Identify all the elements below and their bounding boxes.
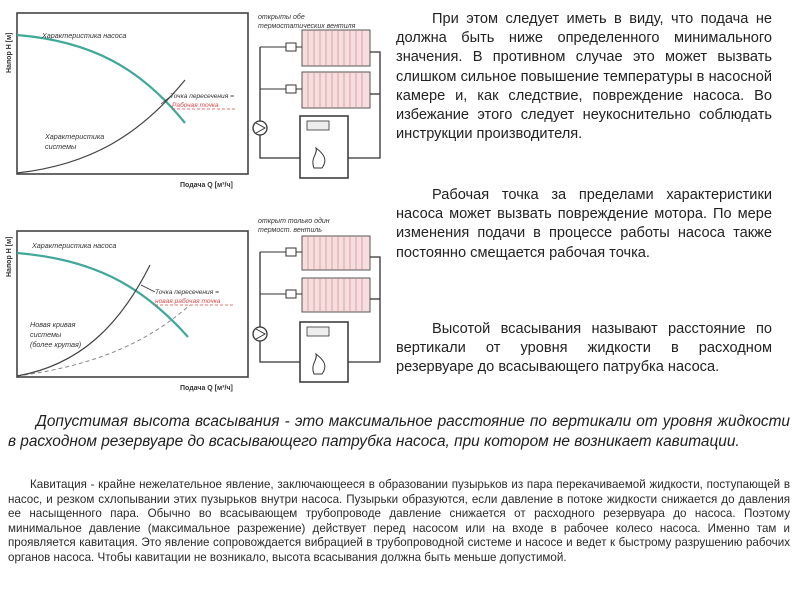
pump-curve-label: Характеристика насоса bbox=[32, 241, 117, 250]
radiator-bottom bbox=[302, 278, 370, 312]
new-curve-label-1: Новая кривая bbox=[30, 320, 76, 329]
figure-1-chart bbox=[0, 5, 260, 195]
definition-permissible-suction-height: Допустимая высота всасывания - это максимальное расстояние по вертикали от уровня жидкости в расходном резервуаре до всасывающего патрубка насоса, при котором не возникает кавитации. bbox=[8, 413, 790, 450]
thermostatic-valve-top bbox=[260, 248, 302, 256]
valves-label-1: открыт только один bbox=[258, 218, 330, 225]
boiler bbox=[300, 116, 348, 178]
radiator-top bbox=[302, 30, 370, 66]
valves-label-1: открыты обе bbox=[258, 14, 305, 21]
thermostatic-valve-bottom bbox=[260, 290, 302, 298]
system-curve-label-2: системы bbox=[45, 142, 77, 151]
pump-curve bbox=[17, 35, 185, 123]
figure-1-scheme bbox=[252, 8, 392, 188]
y-axis-label: Напор H [м] bbox=[6, 236, 13, 277]
thermostatic-valve-bottom bbox=[260, 85, 302, 93]
new-working-point-label: новая рабочая точка bbox=[155, 298, 221, 305]
intersection-arrow bbox=[141, 285, 155, 292]
supply-pipe bbox=[260, 47, 300, 158]
pump-symbol bbox=[253, 121, 267, 135]
paragraph-cavitation: Кавитация - крайне нежелательное явление, заключающееся в образовании пузырьков из пара перекачиваемой жидкости, поступающей в насос, и резком схлопывании этих пузырьков внутри насоса. Пузырьки образуются, если давление в потоке жидкости снижается до давления ее насыщенного пара. Обычно во всасывающем трубопроводе давление снижается от расходного резервуара до насоса. Поэтому минимальное давление (максимальное разрежение) действует перед насосом или на входе в рабочее колесо насоса. Именно там и проявляется кавитация. Это явление сопровождается вибрацией в трубопроводной системе и насосе и ведет к быстрому разрушению рабочих органов насоса. Чтобы кавитации не возникало, высота всасывания должна быть меньше допустимой. bbox=[8, 478, 790, 564]
boiler bbox=[300, 322, 348, 382]
paragraph-min-flow: При этом следует иметь в виду, что подача не должна быть ниже определенного минимального значения. В противном случае это может вызвать слишком сильное повышение температуры в насосной камере и, как следствие, повреждение насоса. Во избежание этого следует неукоснительно соблюдать инструкции производителя. bbox=[396, 11, 772, 143]
paragraph-suction-height: Высотой всасывания называют расстояние по вертикали от уровня жидкости в расходном резервуаре до всасывающего патрубка насоса. bbox=[396, 321, 772, 376]
intersection-label: Точка пересечения = bbox=[155, 289, 219, 296]
radiator-bottom bbox=[302, 72, 370, 108]
valves-label-2: термостатических вентиля bbox=[258, 23, 356, 30]
intersection-label: Точка пересечения = bbox=[170, 93, 234, 100]
system-curve-label-1: Характеристика bbox=[45, 132, 105, 141]
valves-label-2: термост. вентиль bbox=[258, 227, 322, 234]
working-point-label: Рабочая точка bbox=[172, 102, 219, 109]
x-axis-label: Подача Q [м³/ч] bbox=[180, 182, 233, 189]
figure-2-chart bbox=[0, 205, 260, 400]
figure-2-scheme bbox=[252, 212, 392, 392]
pump-symbol bbox=[253, 327, 267, 341]
supply-pipe bbox=[260, 252, 300, 362]
y-axis-label: Напор H [м] bbox=[6, 32, 13, 73]
pump-curve-label: Характеристика насоса bbox=[42, 31, 127, 40]
paragraph-working-point: Рабочая точка за пределами характеристики насоса может вызвать повреждение мотора. По мере изменения подачи в процессе работы насоса также постоянно смещается рабочая точка. bbox=[396, 187, 772, 261]
thermostatic-valve-top bbox=[260, 43, 302, 51]
new-curve-label-2: системы bbox=[30, 330, 62, 339]
new-curve-label-3: (более крутая) bbox=[30, 340, 82, 349]
radiator-top bbox=[302, 236, 370, 270]
x-axis-label: Подача Q [м³/ч] bbox=[180, 385, 233, 392]
